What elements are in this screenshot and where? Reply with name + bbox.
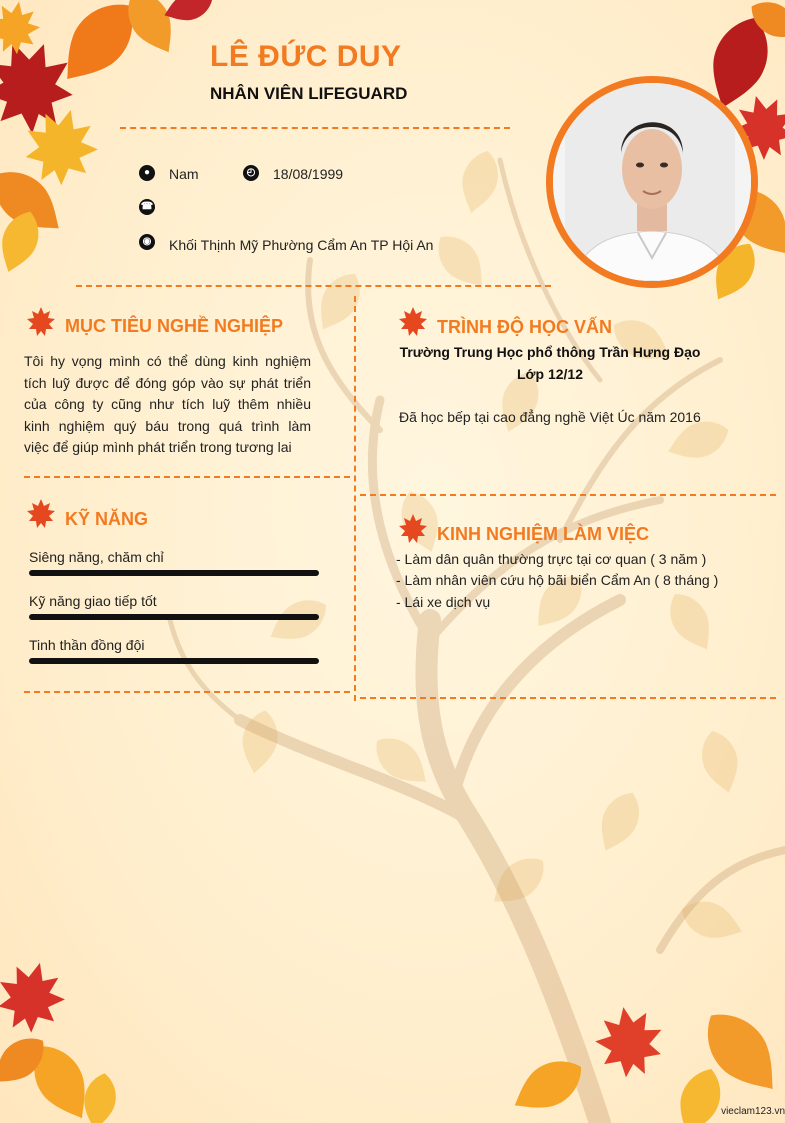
phone-icon: ☎	[139, 199, 155, 215]
education-title: TRÌNH ĐỘ HỌC VẤN	[437, 317, 612, 337]
school-name: Trường Trung Học phổ thông Trần Hưng Đạo	[399, 344, 701, 360]
dob-value: 18/08/1999	[273, 166, 344, 182]
header-bottom-divider	[76, 285, 551, 287]
address-value: Khối Thịnh Mỹ Phường Cẩm An TP Hội An	[169, 237, 434, 253]
location-icon: ◉	[139, 234, 155, 250]
job-title: NHÂN VIÊN LIFEGUARD	[210, 84, 408, 103]
maple-leaf-icon	[396, 513, 430, 547]
skill-bar-fill	[29, 570, 319, 576]
objective-line: kinh nghiệm quý báu trong quá trình làm	[24, 417, 311, 434]
education-divider	[360, 494, 776, 496]
education-extra: Đã học bếp tại cao đẳng nghề Việt Úc năm 2016	[399, 409, 701, 425]
experience-item: - Làm nhân viên cứu hộ bãi biển Cẩm An ( 8 tháng )	[396, 572, 719, 588]
grade: Lớp 12/12	[517, 366, 583, 382]
objective-text	[24, 351, 311, 459]
column-divider	[354, 296, 356, 701]
experience-item: - Lái xe dịch vụ	[396, 594, 491, 610]
skill-bar-fill	[29, 658, 319, 664]
maple-leaf-icon	[24, 306, 58, 340]
skills-title: KỸ NĂNG	[65, 509, 149, 529]
skill-bar-fill	[29, 614, 319, 620]
gender-value: Nam	[169, 166, 199, 182]
skill-label: Siêng năng, chăm chỉ	[29, 549, 164, 565]
objective-divider	[24, 476, 350, 478]
candidate-name: LÊ ĐỨC DUY	[210, 40, 402, 73]
watermark: vieclam123.vn	[721, 1106, 785, 1117]
objective-line: việc để giúp mình phát triển trong tương lai	[24, 439, 292, 455]
experience-item: - Làm dân quân thường trực tại cơ quan ( 3 năm )	[396, 551, 707, 567]
user-icon: ●	[139, 165, 155, 181]
header-divider	[120, 127, 510, 129]
skill-bar-track	[29, 614, 319, 620]
clock-icon: ◴	[243, 165, 259, 181]
profile-photo	[553, 83, 751, 281]
maple-leaf-icon	[24, 498, 58, 532]
objective-line: Tôi hy vọng mình có thể dùng kinh nghiệm	[24, 353, 311, 369]
skill-label: Tinh thần đồng đội	[29, 637, 145, 653]
skill-bar-track	[29, 658, 319, 664]
maple-leaf-icon	[396, 306, 430, 340]
experience-divider	[360, 697, 776, 699]
skill-bar-track	[29, 570, 319, 576]
objective-line: tích luỹ được để đóng góp vào sự phát triển	[24, 374, 311, 391]
objective-title: MỤC TIÊU NGHỀ NGHIỆP	[65, 316, 284, 336]
objective-line: của công ty cũng như tích luỹ thêm nhiều	[24, 396, 311, 412]
skill-label: Kỹ năng giao tiếp tốt	[29, 593, 157, 609]
skills-divider	[24, 691, 350, 693]
experience-title: KINH NGHIỆM LÀM VIỆC	[437, 524, 650, 544]
